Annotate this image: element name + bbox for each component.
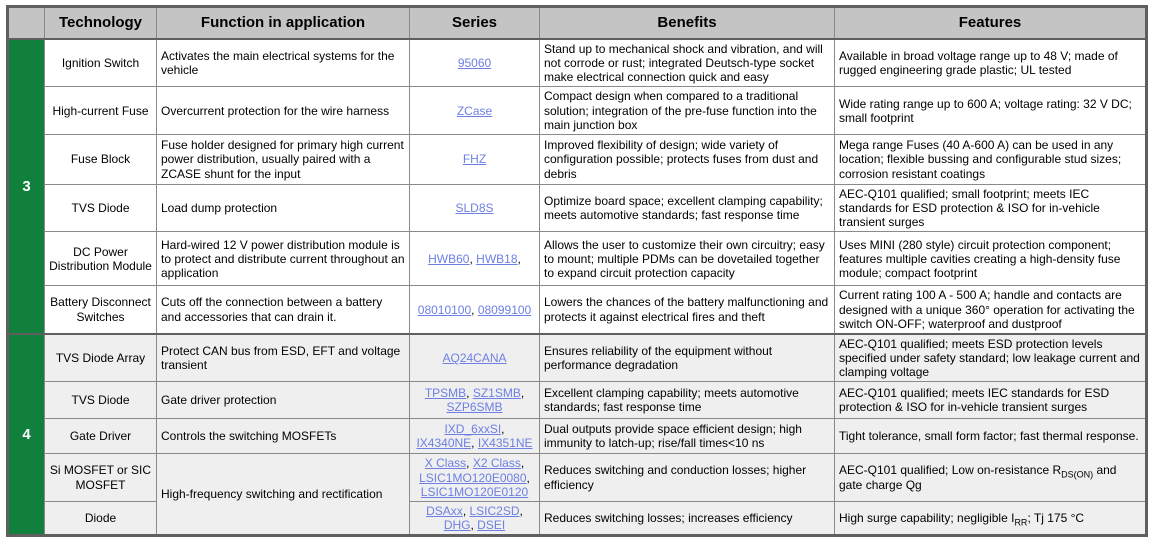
column-header-benefits: Benefits [540, 7, 835, 40]
series-link[interactable]: SZ1SMB [472, 386, 521, 401]
table-row [8, 334, 1147, 382]
technology-cell: TVS Diode Array [45, 334, 157, 382]
series-link[interactable]: LSIC1MO120E0080 [419, 470, 527, 485]
technology-cell: DC Power Distribution Module [45, 232, 157, 286]
table-row [8, 454, 1147, 501]
series-link[interactable]: IX4340NE [416, 436, 472, 451]
series-link[interactable]: FHZ [462, 152, 487, 167]
series-link[interactable]: DSEI [477, 517, 506, 532]
features-cell: Uses MINI (280 style) circuit protection component; features multiple cavities creating a high-density fuse module; compact footprint [835, 232, 1147, 286]
function-cell: Fuse holder designed for primary high current power distribution, usually paired with a ZCASE shunt for the input [157, 134, 410, 184]
table-row [8, 232, 1147, 286]
section-number-4: 4 [8, 334, 45, 536]
column-header-technology: Technology [45, 7, 157, 40]
column-header-function: Function in application [157, 7, 410, 40]
series-link[interactable]: 08099100 [477, 302, 532, 317]
features-cell: AEC-Q101 qualified; meets IEC standards for ESD protection & ISO for in-vehicle transient surges [835, 382, 1147, 419]
function-cell-merged: High-frequency switching and rectification [157, 454, 410, 536]
function-cell: Load dump protection [157, 184, 410, 231]
series-cell [410, 134, 540, 184]
series-cell [410, 334, 540, 382]
series-cell: X Class, X2 Class, LSIC1MO120E0080, LSIC1MO120E0120 [410, 454, 540, 501]
series-link[interactable]: TPSMB [424, 386, 467, 401]
benefits-cell: Excellent clamping capability; meets automotive standards; fast response time [540, 382, 835, 419]
features-cell: Current rating 100 A - 500 A; handle and contacts are designed with a unique 360° operation for activating the switch ON-OFF; waterproof and dustproof [835, 286, 1147, 334]
series-link[interactable]: IXD_6xxSI [444, 422, 502, 437]
series-link[interactable]: SLD8S [455, 201, 494, 216]
table-row [8, 286, 1147, 334]
function-cell: Controls the switching MOSFETs [157, 419, 410, 454]
series-cell: TPSMB, SZ1SMB, SZP6SMB [410, 382, 540, 419]
benefits-cell: Optimize board space; excellent clamping capability; meets automotive standards; fast response time [540, 184, 835, 231]
section-number-3: 3 [8, 39, 45, 334]
series-cell: HWB60, HWB18, [410, 232, 540, 286]
benefits-cell: Ensures reliability of the equipment without performance degradation [540, 334, 835, 382]
technology-cell: TVS Diode [45, 382, 157, 419]
features-cell: Tight tolerance, small form factor; fast thermal response. [835, 419, 1147, 454]
table-row [8, 382, 1147, 419]
benefits-cell: Improved flexibility of design; wide variety of configuration possible; protects fuses from dust and debris [540, 134, 835, 184]
features-cell: AEC-Q101 qualified; small footprint; meets IEC standards for ESD protection & ISO for in-vehicle transient surges [835, 184, 1147, 231]
technology-cell: Battery Disconnect Switches [45, 286, 157, 334]
table-row [8, 87, 1147, 134]
features-cell: Available in broad voltage range up to 48 V; made of rugged engineering grade plastic; UL tested [835, 39, 1147, 87]
series-cell [410, 184, 540, 231]
series-link[interactable]: ZCase [456, 103, 493, 118]
table-row [8, 39, 1147, 87]
column-header-series: Series [410, 7, 540, 40]
series-link[interactable]: LSIC2SD [469, 503, 520, 518]
function-cell: Protect CAN bus from ESD, EFT and voltage transient [157, 334, 410, 382]
technology-cell: Ignition Switch [45, 39, 157, 87]
product-table [6, 5, 1148, 537]
technology-cell: Fuse Block [45, 134, 157, 184]
function-cell: Hard-wired 12 V power distribution module is to protect and distribute current throughout an application [157, 232, 410, 286]
technology-cell: High-current Fuse [45, 87, 157, 134]
benefits-cell: Allows the user to customize their own circuitry; easy to mount; multiple PDMs can be dovetailed together to expand circuit protection capacity [540, 232, 835, 286]
series-link[interactable]: AQ24CANA [442, 351, 507, 366]
benefits-cell: Lowers the chances of the battery malfunctioning and protects it against electrical fires and theft [540, 286, 835, 334]
series-link[interactable]: IX4351NE [477, 436, 533, 451]
series-link[interactable]: LSIC1MO120E0120 [420, 484, 529, 499]
benefits-cell: Reduces switching losses; increases efficiency [540, 501, 835, 535]
technology-cell: Si MOSFET or SIC MOSFET [45, 454, 157, 501]
column-header-features: Features [835, 7, 1147, 40]
series-cell [410, 87, 540, 134]
features-cell: High surge capability; negligible $I_{RR}$; Tj 175 °C [835, 501, 1147, 535]
series-link[interactable]: HWB18 [476, 251, 518, 266]
technology-cell: Diode [45, 501, 157, 535]
function-cell: Overcurrent protection for the wire harness [157, 87, 410, 134]
table-row [8, 184, 1147, 231]
function-cell: Cuts off the connection between a battery and accessories that can drain it. [157, 286, 410, 334]
function-cell: Gate driver protection [157, 382, 410, 419]
benefits-cell: Compact design when compared to a traditional solution; integration of the pre-fuse function into the main junction box [540, 87, 835, 134]
series-link[interactable]: X Class [424, 456, 467, 471]
series-link[interactable]: 95060 [457, 56, 492, 71]
function-cell: Activates the main electrical systems for the vehicle [157, 39, 410, 87]
series-cell: IXD_6xxSI, IX4340NE, IX4351NE [410, 419, 540, 454]
features-cell: Mega range Fuses (40 A-600 A) can be used in any location; flexible bussing and configurable stud sizes; corrosion resistant coatings [835, 134, 1147, 184]
benefits-cell: Stand up to mechanical shock and vibration, and will not corrode or rust; integrated Deutsch-type socket make electrical connection quick and easy [540, 39, 835, 87]
technology-cell: TVS Diode [45, 184, 157, 231]
series-link[interactable]: SZP6SMB [446, 400, 503, 415]
series-link[interactable]: X2 Class [472, 456, 521, 471]
table-row [8, 134, 1147, 184]
header-row [8, 7, 1147, 40]
series-cell: 08010100, 08099100 [410, 286, 540, 334]
features-cell: Wide rating range up to 600 A; voltage rating: 32 V DC; small footprint [835, 87, 1147, 134]
series-cell [410, 39, 540, 87]
features-cell: AEC-Q101 qualified; Low on-resistance $R_{DS(ON)}$ and gate charge Qg [835, 454, 1147, 501]
table-row [8, 419, 1147, 454]
series-link[interactable]: DSAxx [426, 503, 463, 518]
series-link[interactable]: HWB60 [428, 251, 470, 266]
series-link[interactable]: DHG [443, 517, 471, 532]
corner-header-cell [8, 7, 45, 40]
technology-cell: Gate Driver [45, 419, 157, 454]
features-cell: AEC-Q101 qualified; meets ESD protection levels specified under safety standard; low leakage current and clamping voltage [835, 334, 1147, 382]
benefits-cell: Dual outputs provide space efficient design; high immunity to latch-up; rise/fall times<10 ns [540, 419, 835, 454]
series-link[interactable]: 08010100 [417, 302, 472, 317]
series-cell: DSAxx, LSIC2SD, DHG, DSEI [410, 501, 540, 535]
benefits-cell: Reduces switching and conduction losses; higher efficiency [540, 454, 835, 501]
